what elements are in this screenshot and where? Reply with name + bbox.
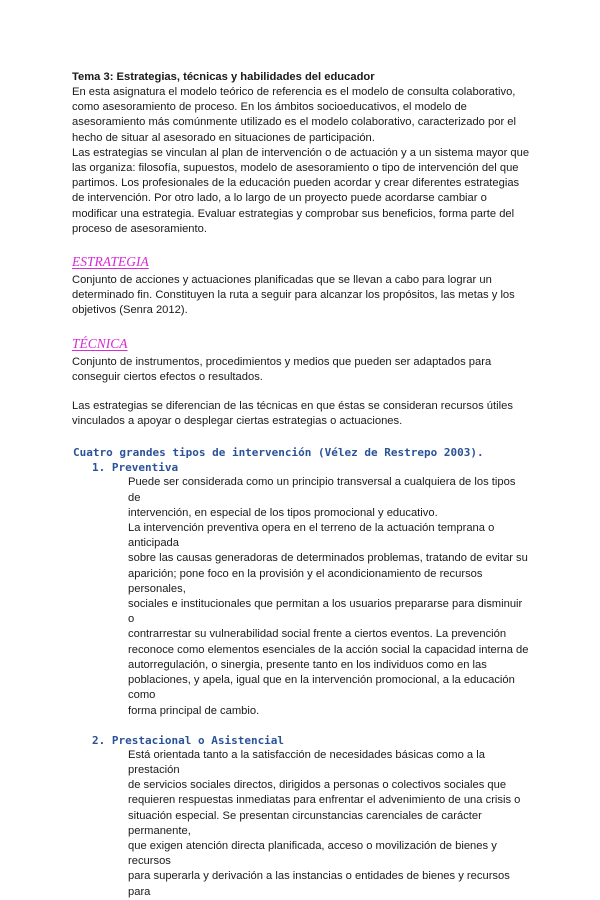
tipos-heading: Cuatro grandes tipos de intervención (Vélez de Restrepo 2003). [73,446,484,460]
text-line: reconoce como elementos esenciales de la acción social la capacidad interna de [128,643,529,656]
text-line: de intervención. Por otro lado, a lo largo de un proyecto puede acordarse cambiar o [72,192,487,205]
text-line: forma principal de cambio. [128,704,260,717]
text-line: poblaciones, y apela, igual que en la intervención promocional, a la educación como [128,674,515,702]
text-line: que exigen atención directa planificada, acceso o movilización de bienes y recursos [128,839,497,868]
tecnica-heading: TÉCNICA [72,335,128,351]
tecnica-definition [72,355,530,385]
text-line: como asesoramiento de proceso. En los ámbitos socioeducativos, el modelo de [72,101,467,114]
text-line: objetivos (Senra 2012). [72,304,188,317]
tecnica-difference-paragraph [72,399,530,429]
text-line: determinado fin. Constituyen la ruta a seguir para alcanzar los propósitos, las metas y los [72,289,515,302]
list-item-label: 1. Preventiva [92,461,179,475]
text-line: para superarla y derivación a las instancias o entidades de bienes y recursos para [128,870,510,898]
paragraph-gap [72,385,530,399]
text-line: vinculados a apoyar o desplegar ciertas estrategias o actuaciones. [72,415,403,428]
text-line: Las estrategias se vinculan al plan de intervención o de actuación y a un sistema mayor que [72,146,530,159]
text-line: situación especial. Se presentan circunstancias carenciales de carácter permanente, [128,809,482,837]
estrategia-heading: ESTRATEGIA [72,254,149,270]
intro-paragraph [72,85,530,237]
list-item-body [128,748,530,900]
text-line: Las estrategias se diferencian de las técnicas en que éstas se consideran recursos útiles [72,400,513,413]
text-line: requieren respuestas inmediatas para enfrentar el advenimiento de una crisis o [128,794,521,807]
text-line: contrarrestar su vulnerabilidad social frente a ciertos eventos. La prevención [128,628,507,641]
text-line: aparición; pone foco en la provisión y el acondicionamiento de recursos personales, [128,567,483,595]
text-line: conseguir ciertos efectos o resultados. [72,370,263,383]
text-line: asesoramiento más comúnmente utilizado es el modelo colaborativo, caracterizado por el [72,116,516,129]
list-item-body [128,475,530,718]
list-item-preventiva [92,460,530,718]
text-line: En esta asignatura el modelo teórico de referencia es el modelo de consulta colaborativo, [72,86,516,98]
list-item-prestacional [92,733,530,900]
estrategia-definition [72,273,530,319]
text-line: La intervención preventiva opera en el terreno de la actuación temprana o anticipada [128,522,495,550]
text-line: Conjunto de acciones y actuaciones planificadas que se llevan a cabo para lograr un [72,274,492,287]
text-line: autorregulación, o sinergia, presente tanto en los individuos como en las [128,658,487,671]
text-line: intervención, en especial de los tipos promocional y educativo. [128,506,438,519]
list-item-label: 2. Prestacional o Asistencial [92,733,285,747]
text-line: modificar una estrategia. Evaluar estrategias y comprobar sus beneficios, forma parte del [72,207,515,220]
text-line: Puede ser considerada como un principio transversal a cualquiera de los tipos de [128,476,516,504]
text-line: Conjunto de instrumentos, procedimientos y medios que pueden ser adaptados para [72,355,492,368]
text-line: sobre las causas generadoras de determinados problemas, tratando de evitar su [128,552,528,565]
text-line: hecho de situar al asesorado en situaciones de participación. [72,131,375,144]
text-line: las organiza: filosofía, supuestos, modelo de asesoramiento o tipo de intervención del que [72,162,519,175]
text-line: de servicios sociales directos, dirigidos a personas o colectivos sociales que [128,779,507,792]
text-line: sociales e institucionales que permitan a los usuarios prepararse para disminuir o [128,598,523,626]
text-line: partimos. Los profesionales de la educación pueden acordar y crear diferentes estrategias [72,177,520,190]
document-title: Tema 3: Estrategias, técnicas y habilidades del educador [72,71,375,83]
text-line: Está orientada tanto a la satisfacción de necesidades básicas como a la prestación [128,748,485,776]
text-line: proceso de asesoramiento. [72,222,207,235]
